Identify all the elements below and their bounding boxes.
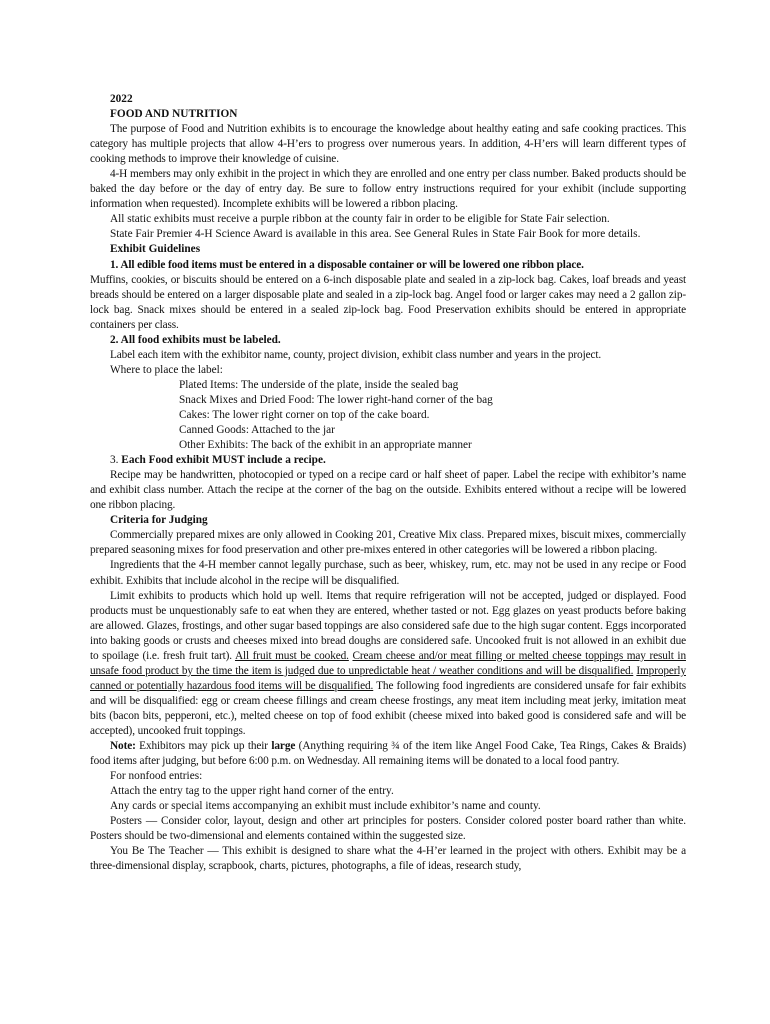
intro-paragraph-purple-ribbon: All static exhibits must receive a purple ribbon at the county fair in order to be eligible for State Fair selection. — [110, 213, 610, 226]
rule-3-body: Recipe may be handwritten, photocopied or typed on a recipe card or half sheet of paper. Label the recipe with exhibitor’s name and exhibit class number. Attach the recipe at the corner of the bag on the outside. Exhibits entered without a recipe will be lowered one ribbon placing. — [90, 469, 686, 512]
intro-paragraph-science-award: State Fair Premier 4-H Science Award is available in this area. See General Rules in State Fair Book for more details. — [110, 228, 641, 241]
label-placement-item: Snack Mixes and Dried Food: The lower right-hand corner of the bag — [179, 393, 493, 406]
nonfood-you-be-the-teacher: You Be The Teacher — This exhibit is designed to share what the 4-H’er learned in the project with others. Exhibit may be a three-dimensional display, scrapbook, charts, pictures, photographs, a file of ideas, research study, — [90, 845, 686, 873]
nonfood-attach-tag: Attach the entry tag to the upper right hand corner of the entry. — [110, 785, 394, 798]
label-placement-item: Plated Items: The underside of the plate, inside the sealed bag — [179, 378, 459, 391]
criteria-paragraph-mixes: Commercially prepared mixes are only allowed in Cooking 201, Creative Mix class. Prepared mixes, biscuit mixes, commercially prepared seasoning mixes for food preservation and other pre-mixes entered in other categories will be lowered a ribbon placing. — [90, 529, 686, 557]
nonfood-heading: For nonfood entries: — [110, 770, 203, 783]
document-title: FOOD AND NUTRITION — [110, 108, 238, 121]
rule-2-title: 2. All food exhibits must be labeled. — [110, 333, 281, 346]
rule-1-body: Muffins, cookies, or biscuits should be entered on a 6-inch disposable plate and sealed in a zip-lock bag. Cakes, loaf breads and yeast breads should be entered on a larger disposable plate and sealed in a zip-lock bag. Angel food or larger cakes may need a 2 gallon zip-lock bag. Snack mixes should be entered in a sealed zip-lock bag. Food Preservation exhibits should be entered in appropriate containers per class. — [90, 273, 686, 331]
criteria-heading: Criteria for Judging — [110, 514, 208, 527]
label-placement-intro: Where to place the label: — [110, 363, 223, 376]
nonfood-cards: Any cards or special items accompanying an exhibit must include exhibitor’s name and county. — [110, 800, 541, 813]
criteria-paragraph-ingredients: Ingredients that the 4-H member cannot legally purchase, such as beer, whiskey, rum, etc. may not be used in any recipe or Food exhibit. Exhibits that include alcohol in the recipe will be disqualified. — [90, 559, 686, 587]
rule-2-body: Label each item with the exhibitor name, county, project division, exhibit class number and years in the project. — [110, 348, 602, 361]
exhibit-guidelines-heading: Exhibit Guidelines — [110, 243, 201, 256]
document-page — [90, 92, 686, 874]
label-placement-item: Canned Goods: Attached to the jar — [179, 424, 335, 437]
rule-1-title: 1. All edible food items must be entered in a disposable container or will be lowered one ribbon place. — [110, 258, 584, 271]
label-placement-item: Cakes: The lower right corner on top of the cake board. — [179, 408, 430, 421]
document-year: 2022 — [110, 93, 133, 105]
criteria-paragraph-food-safety: Limit exhibits to products which hold up well. Items that require refrigeration will not be accepted, judged or displayed. Food products must be unquestionably safe to eat when they are entered, whether tasted or not. Egg glazes on yeast products before baking are allowed. Glazes, frostings, and other sugar based toppings are also considered safe due to the high sugar content. Eggs incorporated into baking goods or crusts and cheeses mixed into bread doughs are considered safe. Uncooked fruit is not allowed in an exhibit due to spoilage (i.e. fresh fruit tart). All fruit must be cooked. Cream cheese and/or meat filling or melted cheese toppings may result in unsafe food product by the time the item is judged due to unpredictable heat / weather conditions and will be disqualified. Improperly canned or potentially hazardous food items will be disqualified. The following food ingredients are considered unsafe for fair exhibits and will be disqualified: egg or cream cheese fillings and cream cheese frostings, any meat item including meat jerky, imitation meat bits (bacon bits, pepperoni, etc.), melted cheese on top of food exhibit (cheese mixed into baked good is considered safe and will be accepted), uncooked fruit toppings. — [90, 589, 687, 737]
intro-paragraph-eligibility: 4-H members may only exhibit in the project in which they are enrolled and one entry per class number. Baked products should be baked the day before or the day of entry day. Be sure to follow entry instructions required for your exhibit (include supporting information when requested). Incomplete exhibits will be lowered a ribbon placing. — [90, 168, 686, 211]
rule-3-title: 3. Each Food exhibit MUST include a recipe. — [110, 454, 326, 467]
nonfood-posters: Posters — Consider color, layout, design and other art principles for posters. Consider colored poster board rather than white. Posters should be two-dimensional and elements contained within the suggested size. — [90, 815, 686, 843]
intro-paragraph-purpose: The purpose of Food and Nutrition exhibits is to encourage the knowledge about healthy eating and safe cooking practices. This category has multiple projects that allow 4-H’ers to progress over numerous years. In addition, 4-H’ers will learn different types of cooking methods to improve their knowledge of cuisine. — [90, 123, 686, 166]
criteria-note: Note: Exhibitors may pick up their large (Anything requiring ¾ of the item like Angel Food Cake, Tea Rings, Cakes & Braids) food items after judging, but before 6:00 p.m. on Wednesday. All remaining items will be donated to a local food pantry. — [90, 740, 687, 768]
label-placement-item: Other Exhibits: The back of the exhibit in an appropriate manner — [179, 439, 472, 452]
